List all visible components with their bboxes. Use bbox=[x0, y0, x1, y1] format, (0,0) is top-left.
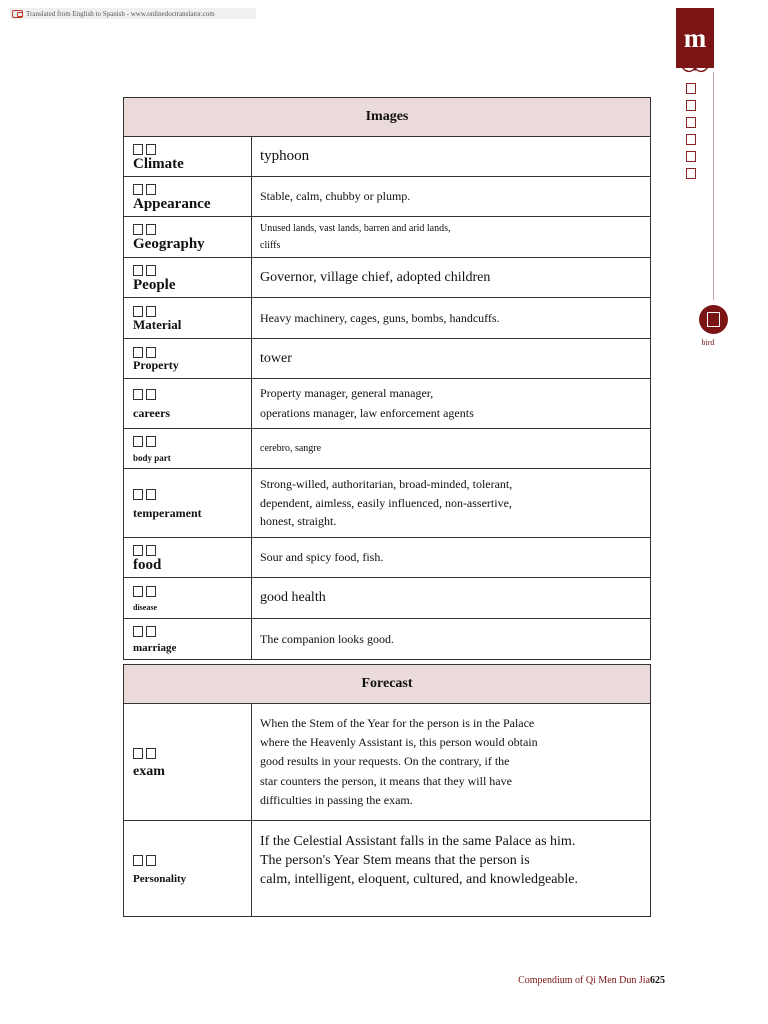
row-value-text: Heavy machinery, cages, guns, bombs, handcuffs. bbox=[260, 310, 500, 325]
glyph-pair-icon bbox=[133, 748, 251, 759]
images-table bbox=[123, 97, 651, 660]
row-label-text: food bbox=[133, 556, 162, 573]
section-marker-caption: bird bbox=[701, 338, 715, 347]
row-label bbox=[124, 258, 252, 297]
row-value bbox=[252, 578, 650, 618]
glyph-pair-icon bbox=[133, 545, 251, 556]
row-label bbox=[124, 217, 252, 257]
row-value bbox=[252, 704, 650, 820]
table-row bbox=[124, 137, 650, 177]
glyph-icon bbox=[686, 100, 696, 111]
row-value bbox=[252, 339, 650, 378]
page-number: 625 bbox=[650, 975, 665, 986]
glyph-pair-icon bbox=[133, 855, 251, 866]
row-label bbox=[124, 298, 252, 338]
row-value bbox=[252, 469, 650, 537]
row-value bbox=[252, 619, 650, 659]
row-label-text: marriage bbox=[133, 642, 177, 655]
row-label-text: careers bbox=[133, 406, 171, 421]
row-value-text: typhoon bbox=[260, 148, 310, 164]
side-divider bbox=[713, 72, 714, 300]
section-marker-icon bbox=[699, 305, 728, 334]
row-value-text: cerebro, sangre bbox=[260, 443, 322, 454]
glyph-pair-icon bbox=[133, 436, 251, 447]
glyph-pair-icon bbox=[133, 489, 251, 500]
table-row bbox=[124, 619, 650, 659]
row-value-text: Property manager, general manager, operations manager, law enforcement agents bbox=[260, 386, 474, 420]
glyph-pair-icon bbox=[133, 224, 251, 235]
translation-banner-text: Translated from English to Spanish - www.onlinedoctranslator.com bbox=[26, 9, 215, 18]
table-row bbox=[124, 379, 650, 429]
row-label-text: Personality bbox=[133, 872, 187, 885]
chapter-tab-letter: m bbox=[683, 22, 707, 53]
table-row bbox=[124, 469, 650, 538]
row-label-text: temperament bbox=[133, 505, 202, 520]
row-value-text: Sour and spicy food, fish. bbox=[260, 550, 384, 564]
glyph-icon bbox=[686, 134, 696, 145]
table-row bbox=[124, 258, 650, 298]
table-row bbox=[124, 217, 650, 258]
row-label bbox=[124, 429, 252, 468]
glyph-icon bbox=[686, 168, 696, 179]
ornament-icon bbox=[679, 63, 711, 75]
glyph-pair-icon bbox=[133, 144, 251, 155]
row-label bbox=[124, 339, 252, 378]
book-title: Compendium of Qi Men Dun Jia bbox=[518, 975, 650, 986]
row-label bbox=[124, 578, 252, 618]
table-row bbox=[124, 704, 650, 821]
glyph-icon bbox=[707, 312, 720, 327]
row-value-text: Strong-willed, authoritarian, broad-minded, tolerant, dependent, aimless, easily influenced, non-assertive, honest, straight. bbox=[260, 477, 513, 529]
row-label-text: body part bbox=[133, 453, 171, 464]
row-label bbox=[124, 379, 252, 428]
glyph-icon bbox=[686, 151, 696, 162]
table-row bbox=[124, 339, 650, 379]
row-value bbox=[252, 177, 650, 216]
table-row bbox=[124, 177, 650, 217]
glyph-icon bbox=[686, 83, 696, 94]
glyph-pair-icon bbox=[133, 586, 251, 597]
table-row bbox=[124, 298, 650, 339]
glyph-icon bbox=[686, 117, 696, 128]
document-icon bbox=[12, 10, 23, 18]
row-label bbox=[124, 619, 252, 659]
images-table-title: Images bbox=[124, 98, 650, 137]
glyph-pair-icon bbox=[133, 265, 251, 276]
row-value bbox=[252, 137, 650, 176]
row-label bbox=[124, 704, 252, 820]
row-label bbox=[124, 177, 252, 216]
glyph-pair-icon bbox=[133, 184, 251, 195]
row-value-text: Governor, village chief, adopted children bbox=[260, 269, 491, 285]
glyph-pair-icon bbox=[133, 347, 251, 358]
table-row bbox=[124, 578, 650, 619]
forecast-table-title: Forecast bbox=[124, 665, 650, 704]
row-value-text: good health bbox=[260, 590, 326, 605]
row-value-text: tower bbox=[260, 350, 292, 366]
row-value bbox=[252, 821, 650, 916]
row-value-text: Stable, calm, chubby or plump. bbox=[260, 189, 411, 203]
row-label bbox=[124, 137, 252, 176]
table-row bbox=[124, 429, 650, 469]
row-value bbox=[252, 379, 650, 428]
row-label-text: People bbox=[133, 276, 176, 293]
glyph-pair-icon bbox=[133, 306, 251, 317]
side-glyph-column bbox=[686, 83, 696, 179]
row-label-text: Climate bbox=[133, 155, 184, 172]
row-value-text: The companion looks good. bbox=[260, 631, 394, 646]
row-label bbox=[124, 538, 252, 577]
row-value bbox=[252, 217, 650, 257]
row-value bbox=[252, 258, 650, 297]
row-value-text: Unused lands, vast lands, barren and arid lands, cliffs bbox=[260, 223, 451, 251]
forecast-table bbox=[123, 664, 651, 917]
row-label-text: Geography bbox=[133, 236, 205, 253]
table-row bbox=[124, 821, 650, 916]
row-label bbox=[124, 469, 252, 537]
glyph-pair-icon bbox=[133, 389, 251, 400]
row-value-text: When the Stem of the Year for the person is in the Palace where the Heavenly Assistant is, this person would obtain good results in your requests. On the contrary, if the star counters the person, it means that they will have difficulties in passing the exam. bbox=[260, 716, 538, 807]
row-label bbox=[124, 821, 252, 916]
row-label-text: exam bbox=[133, 763, 165, 779]
row-value bbox=[252, 538, 650, 577]
row-label-text: Appearance bbox=[133, 195, 211, 212]
row-label-text: Property bbox=[133, 358, 179, 373]
row-value bbox=[252, 429, 650, 468]
chapter-tab bbox=[676, 8, 714, 68]
glyph-pair-icon bbox=[133, 626, 251, 637]
table-row bbox=[124, 538, 650, 578]
page-footer bbox=[518, 975, 665, 986]
row-label-text: disease bbox=[133, 603, 157, 613]
row-value-text: If the Celestial Assistant falls in the same Palace as him. The person's Year Stem means that the person is calm, intelligent, eloquent, cultured, and knowledgeable. bbox=[260, 834, 579, 887]
translation-banner[interactable] bbox=[10, 8, 256, 19]
row-label-text: Material bbox=[133, 317, 182, 333]
row-value bbox=[252, 298, 650, 338]
